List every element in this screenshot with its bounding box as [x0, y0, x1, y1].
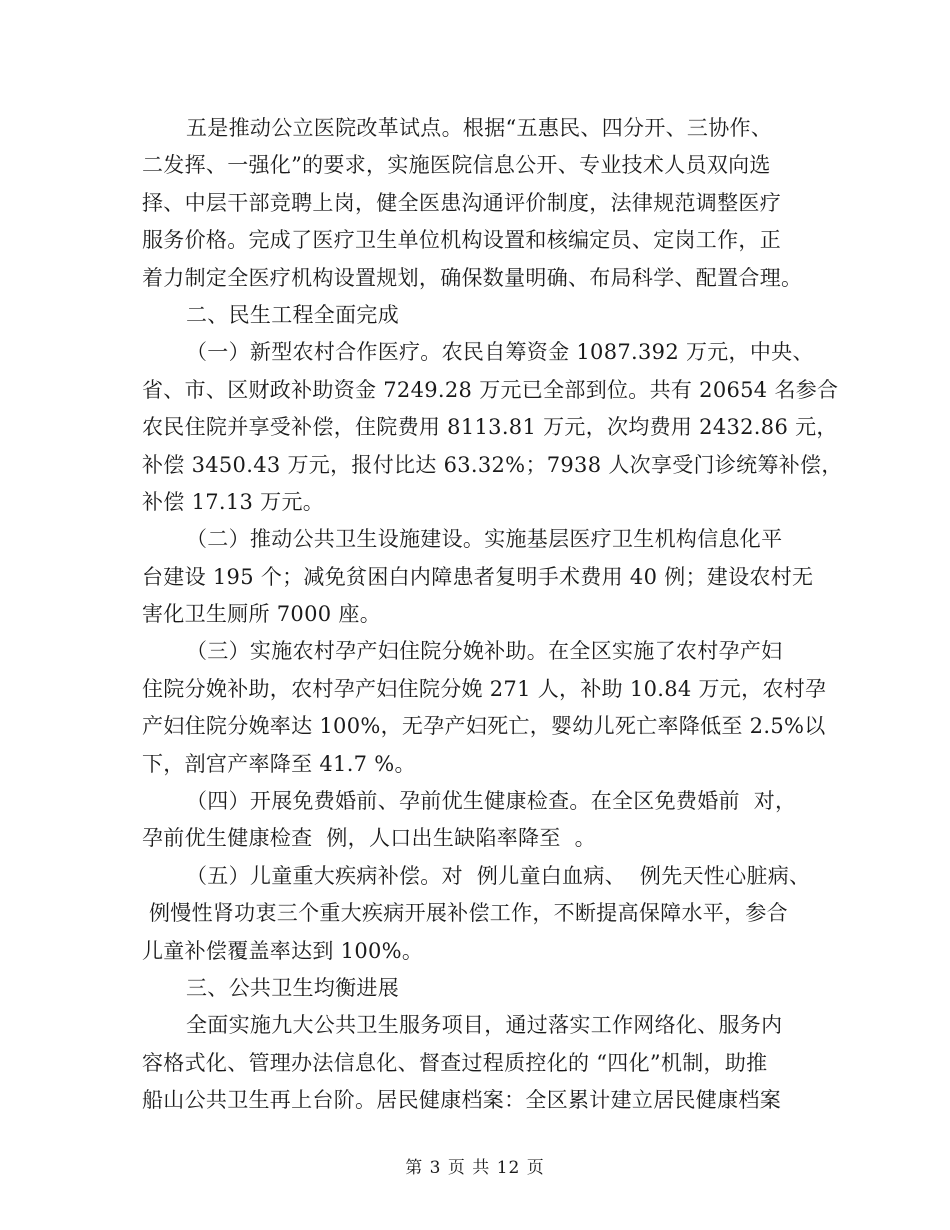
paragraph-line: （二）推动公共卫生设施建设。实施基层医疗卫生机构信息化平: [186, 527, 783, 552]
paragraph-line: 儿童补偿覆盖率达到 100%。: [142, 938, 424, 963]
paragraph-line: 害化卫生厕所 7000 座。: [142, 602, 381, 627]
paragraph-line: 补偿 17.13 万元。: [142, 489, 325, 514]
section-heading: 三、公共卫生均衡进展: [186, 975, 399, 1000]
paragraph-line: 服务价格。完成了医疗卫生单位机构设置和核编定员、定岗工作，正: [142, 228, 781, 253]
paragraph-line: 产妇住院分娩率达 100%，无孕产妇死亡，婴幼儿死亡率降低至 2.5%以: [142, 714, 826, 739]
paragraph-line: 下，剖宫产率降至 41.7 %。: [142, 751, 416, 776]
paragraph-line: 农民住院并享受补偿，住院费用 8113.81 万元，次均费用 2432.86 元，: [142, 415, 838, 440]
paragraph-line: （一）新型农村合作医疗。农民自筹资金 1087.392 万元，中央、: [186, 340, 814, 365]
paragraph-line: 补偿 3450.43 万元，报付比达 63.32%；7938 人次享受门诊统筹补偿，: [142, 452, 843, 477]
paragraph-line: 五是推动公立医院改革试点。根据“五惠民、四分开、三协作、: [186, 116, 773, 140]
paragraph-line: 例慢性肾功衷三个重大疾病开展补偿工作，不断提高保障水平，参合: [142, 901, 788, 926]
paragraph-line: 择、中层干部竞聘上岗，健全医患沟通评价制度，法律规范调整医疗: [142, 190, 781, 215]
page-number-footer: 第 3 页 共 12 页: [405, 1158, 545, 1178]
paragraph-line: 台建设 195 个；减免贫困白内障患者复明手术费用 40 例；建设农村无: [142, 564, 814, 589]
paragraph-line: 船山公共卫生再上台阶。居民健康档案：全区累计建立居民健康档案: [142, 1088, 781, 1113]
paragraph-line: （三）实施农村孕产妇住院分娩补助。在全区实施了农村孕产妇: [186, 639, 783, 664]
paragraph-line: （五）儿童重大疾病补偿。对 例儿童白血病、 例先天性心脏病、: [186, 863, 811, 888]
paragraph-line: 二发挥、一强化”的要求，实施医院信息公开、专业技术人员双向选: [142, 153, 771, 178]
paragraph-line: （四）开展免费婚前、孕前优生健康检查。在全区免费婚前 对，: [186, 789, 797, 814]
document-body: [142, 110, 843, 1120]
section-heading: 二、民生工程全面完成: [186, 302, 399, 327]
paragraph-line: 省、市、区财政补助资金 7249.28 万元已全部到位。共有 20654 名参合: [142, 377, 839, 402]
paragraph-line: 孕前优生健康检查 例，人口出生缺陷率降至 。: [142, 826, 596, 851]
paragraph-line: 着力制定全医疗机构设置规划，确保数量明确、布局科学、配置合理。: [142, 265, 803, 290]
paragraph-line: 全面实施九大公共卫生服务项目，通过落实工作网络化、服务内: [186, 1013, 783, 1038]
paragraph-line: 住院分娩补助，农村孕产妇住院分娩 271 人，补助 10.84 万元，农村孕: [142, 676, 827, 701]
paragraph-line: 容格式化、管理办法信息化、督查过程质控化的 “四化”机制，助推: [142, 1050, 768, 1075]
